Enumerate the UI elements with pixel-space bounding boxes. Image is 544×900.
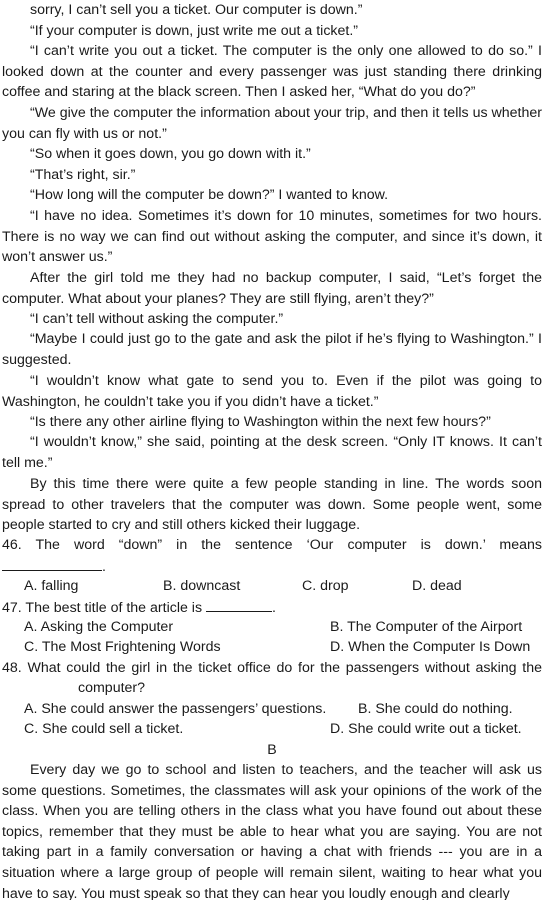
story-paragraph-2: “I can’t write you out a ticket. The computer is the only one allowed to do so.” I looked down at the counter and every passenger was just standing there drinking coffee and staring at the black screen. Then I asked her, “What do you do?” bbox=[2, 43, 542, 101]
question-46-option-d[interactable]: D. dead bbox=[412, 578, 462, 594]
question-48-option-d[interactable]: D. She could write out a ticket. bbox=[330, 721, 522, 737]
story-paragraph-1: “If your computer is down, just write me out a ticket.” bbox=[30, 23, 359, 39]
story-paragraph-5: “That’s right, sir.” bbox=[30, 167, 136, 183]
story-paragraph-3: “We give the computer the information about your trip, and then it tells us whether you can fly with us or not.” bbox=[2, 105, 542, 142]
question-47-option-a[interactable]: A. Asking the Computer bbox=[24, 619, 174, 635]
answer-blank[interactable] bbox=[2, 556, 102, 571]
section-b-paragraph: Every day we go to school and listen to teachers, and the teacher will ask us some questions. Sometimes, the classmates will ask your opinions of the work of the class. When you are telling others in the class what you have found out about these topics, remember that they must be able to hear what you are saying. You are not taking part in a family conversation or having a chat with friends --- you are in a situation where a large group of people will remain silent, waiting to hear what you have to say. You must speak so that they can hear you loudly enough and clearly bbox=[2, 762, 542, 900]
story-paragraph-8: After the girl told me they had no backup computer, I said, “Let’s forget the computer. What about your planes? They are still flying, aren’t they?” bbox=[2, 270, 542, 307]
question-46-stem: 46. The word “down” in the sentence ‘Our computer is down.’ means bbox=[2, 537, 542, 553]
story-paragraph-10: “Maybe I could just go to the gate and ask the pilot if he’s flying to Washington.” I suggested. bbox=[2, 331, 542, 368]
story-paragraph-11: “I wouldn’t know what gate to send you to. Even if the pilot was going to Washington, he couldn’t take you if you didn’t have a ticket.” bbox=[2, 373, 542, 410]
question-46-option-c[interactable]: C. drop bbox=[302, 578, 349, 594]
story-paragraph-4: “So when it goes down, you go down with it.” bbox=[30, 146, 311, 162]
story-paragraph-6: “How long will the computer be down?” I wanted to know. bbox=[30, 187, 389, 203]
question-47-tail: . bbox=[272, 600, 276, 616]
story-paragraph-13: “I wouldn’t know,” she said, pointing at the desk screen. “Only IT knows. It can’t tell me.” bbox=[2, 434, 542, 471]
story-paragraph-9: “I can’t tell without asking the computer.” bbox=[30, 311, 284, 327]
answer-blank[interactable] bbox=[206, 597, 272, 612]
question-48-stem-continued: computer? bbox=[78, 680, 146, 696]
question-47-stem-line bbox=[2, 597, 542, 619]
question-46-tail: . bbox=[102, 559, 106, 575]
story-paragraph-0: sorry, I can’t sell you a ticket. Our computer is down.” bbox=[30, 2, 363, 18]
question-48-option-a[interactable]: A. She could answer the passengers’ questions. bbox=[24, 701, 327, 717]
question-47-option-d[interactable]: D. When the Computer Is Down bbox=[330, 639, 531, 655]
story-paragraph-7: “I have no idea. Sometimes it’s down for 10 minutes, sometimes for two hours. There is no way we can find out without asking the computer, and since it’s down, it won’t answer us.” bbox=[2, 208, 542, 266]
section-b-heading: B bbox=[267, 742, 277, 758]
question-46-option-b[interactable]: B. downcast bbox=[163, 578, 241, 594]
story-paragraph-12: “Is there any other airline flying to Washington within the next few hours?” bbox=[30, 414, 491, 430]
question-47-option-c[interactable]: C. The Most Frightening Words bbox=[24, 639, 221, 655]
question-47-option-b[interactable]: B. The Computer of the Airport bbox=[330, 619, 523, 635]
question-47-stem: 47. The best title of the article is bbox=[2, 600, 203, 616]
question-48-stem: 48. What could the girl in the ticket office do for the passengers without asking the bbox=[2, 660, 542, 676]
story-paragraph-14: By this time there were quite a few people standing in line. The words soon spread to other travelers that the computer was down. Some people went, some people started to cry and still others kicked their luggage. bbox=[2, 476, 542, 534]
question-48-option-b[interactable]: B. She could do nothing. bbox=[358, 701, 513, 717]
question-46-answer-line[interactable] bbox=[2, 556, 542, 578]
question-48-option-c[interactable]: C. She could sell a ticket. bbox=[24, 721, 184, 737]
question-46-option-a[interactable]: A. falling bbox=[24, 578, 79, 594]
